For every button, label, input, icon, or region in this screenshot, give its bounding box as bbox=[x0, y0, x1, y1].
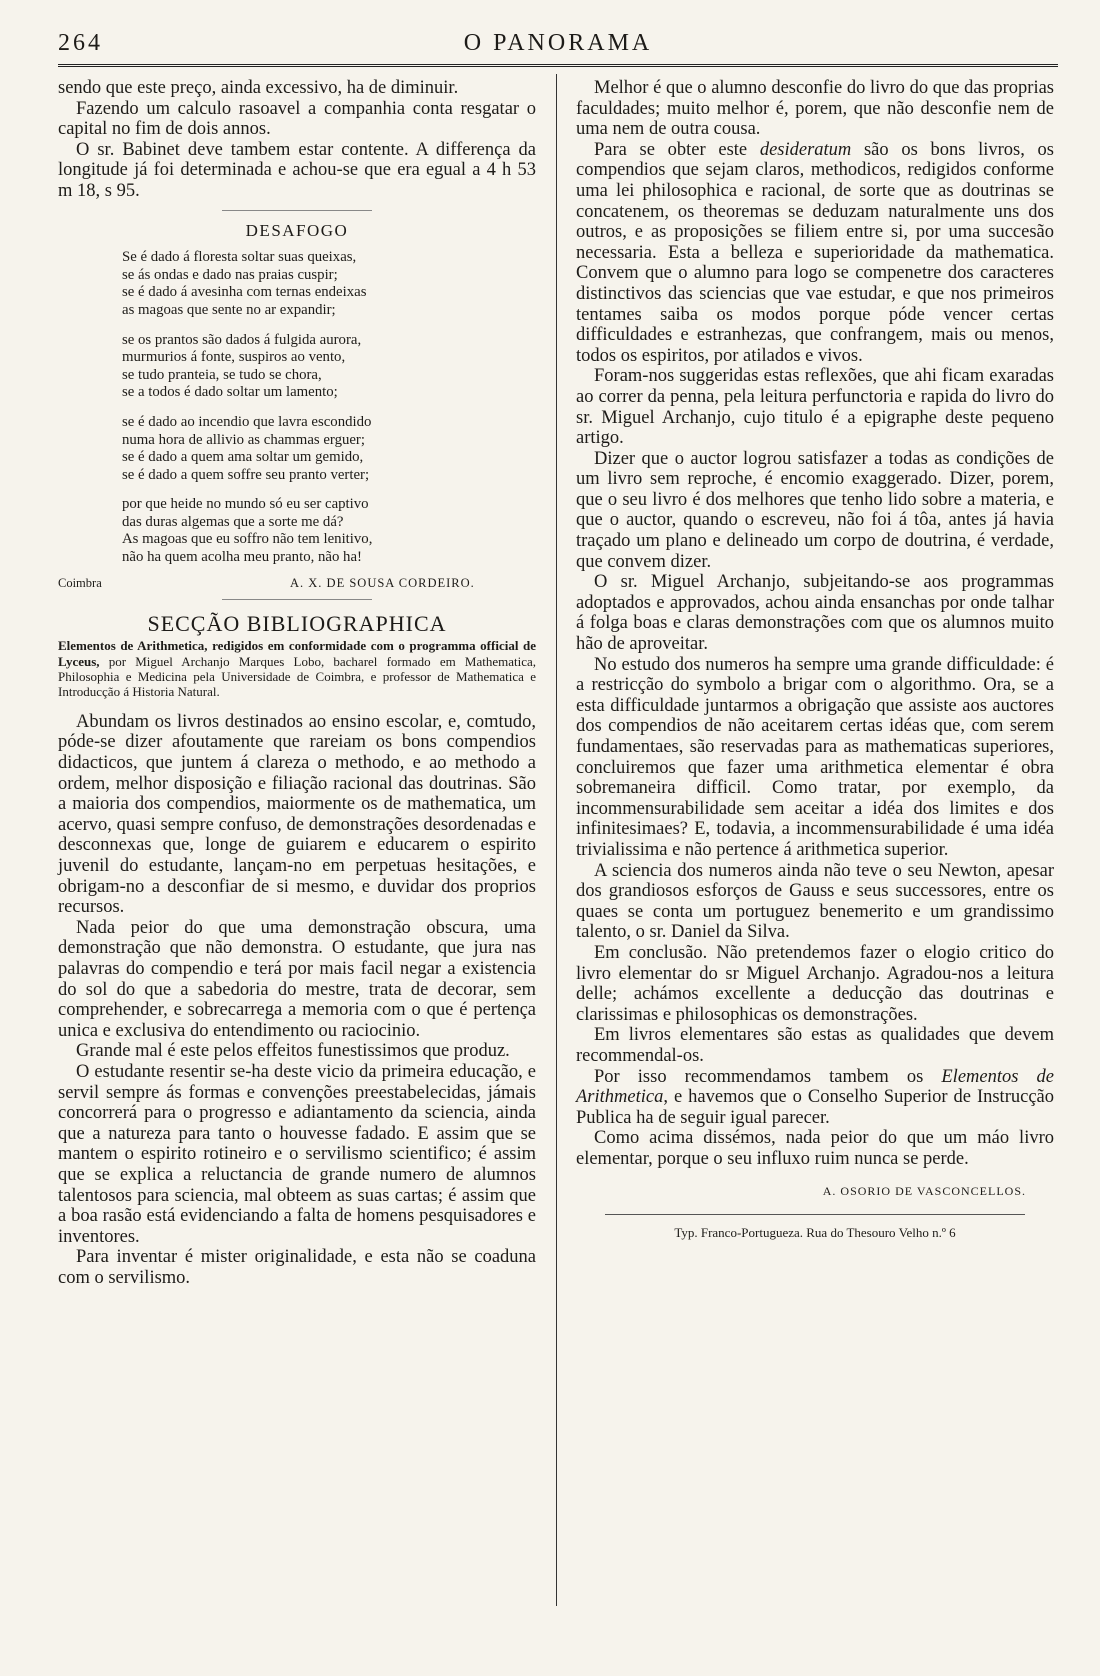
book-title: Elementos de Arithmetica, redigidos em conformidade com o programma official de Lyceus, bbox=[58, 638, 536, 669]
separator-rule bbox=[222, 599, 372, 600]
book-reference bbox=[58, 638, 536, 700]
text-run: Para se obter este bbox=[594, 139, 760, 160]
poem-line: se ás ondas e dado nas praias cuspir; bbox=[122, 266, 338, 283]
article-paragraph: Grande mal é este pelos effeitos funestissimos que produz. bbox=[76, 1041, 510, 1062]
article-paragraph: Para inventar é mister originalidade, e esta não se coaduna com o servilismo. bbox=[58, 1247, 536, 1288]
article-paragraph: Em conclusão. Não pretendemos fazer o elogio critico do livro elementar do sr Miguel Archanjo. Agradou-nos a leitura delle; achámos excellente a deducção das doutrinas e clarissimas e philosophicas os demonstrações. bbox=[576, 942, 1054, 1025]
poem-line: numa hora de allivio as chammas erguer; bbox=[122, 431, 365, 448]
poem-line: As magoas que eu soffro não tem lenitivo, bbox=[122, 531, 373, 548]
column-divider bbox=[556, 74, 557, 1606]
article-paragraph: Em livros elementares são estas as qualidades que devem recommendal-os. bbox=[576, 1025, 1054, 1066]
poem-line: se é dado a quem ama soltar um gemido, bbox=[122, 449, 364, 466]
poem-line: não ha quem acolha meu pranto, não ha! bbox=[122, 549, 362, 566]
article-paragraph: Foram-nos suggeridas estas reflexões, que ahi ficam exaradas ao correr da penna, pela leitura perfunctoria e rapida do livro do sr. Miguel Archanjo, cujo titulo é a epigraphe deste pequeno artigo. bbox=[576, 366, 1054, 449]
section-title: SECÇÃO BIBLIOGRAPHICA bbox=[147, 610, 447, 636]
printer-imprint: Typ. Franco-Portugueza. Rua do Thesouro Velho n.º 6 bbox=[674, 1225, 956, 1241]
poem-stanza bbox=[122, 249, 536, 319]
poem-place: Coimbra bbox=[58, 575, 102, 590]
article-paragraph: O estudante resentir se-ha deste vicio da primeira educação, e servil sempre ás formas e convenções preestabelecidas, jámais concorrerá para o progresso e adiantamento da sciencia, ainda que a natureza para tanto o houvesse fadado. E assim que se mantem o espirito rotineiro e o servilismo scientifico; é assim que se explica a reluctancia de grande numero de alumnos talentosos para sciencia, mal obteem as suas cartas; é assim que a boa rasão está evidenciando a falta de homens pesquisadores e inventores. bbox=[58, 1061, 536, 1247]
poem-line: se os prantos são dados á fulgida aurora, bbox=[122, 331, 362, 348]
poem-line: das duras algemas que a sorte me dá? bbox=[122, 513, 344, 530]
journal-title: O PANORAMA bbox=[463, 30, 653, 56]
intro-paragraph: O sr. Babinet deve tambem estar contente. A differença da longitude já foi determinada e achou-se que era egual a 4 h 53 m 18, s 95. bbox=[58, 139, 536, 201]
separator-rule bbox=[222, 210, 372, 211]
right-column bbox=[576, 78, 1054, 1244]
poem-author: A. X. DE SOUSA CORDEIRO. bbox=[290, 575, 475, 590]
article-paragraph: Nada peior do que uma demonstração obscura, uma demonstração que não demonstra. O estudante, que jura nas palavras do compendio e terá por mais facil negar a existencia do sol do que a sabedoria do mestre, trata de decorar, sem comprehender, e sobrecarrega a memoria com o que é pertença unica e exclusiva do entendimento ou raciocinio. bbox=[58, 917, 536, 1041]
article-paragraph: Dizer que o auctor logrou satisfazer a todas as condições de um livro sem reproche, é encomio exaggerado. Dizer, porem, que o seu livro é dos melhores que tenho lido sobre a materia, e que o auctor, quando o escreveu, não foi á tôa, antes já havia traçado um plano e delineado um corpo de doutrina, é verdade, que convem dizer. bbox=[576, 448, 1054, 572]
text-run: são os bons livros, os compendios que sejam claros, methodicos, redigidos conforme uma lei philosophica e racional, de sorte que as doutrinas se concatenem, os theoremas se deduzam naturalmente uns dos outros, e as proposições se filiem entre si, por uma succesão necessaria. Esta a belleza e superioridade da mathematica. Convem que o alumno para logo se compenetre dos caracteres distinctivos das sciencias que vae estudar, e que nos primeiros tentames saiba os modos porque póde vencer certas difficuldades e estranhezas, que confrangem, mais ou menos, todos os espiritos, por atilados e vivos. bbox=[576, 139, 1054, 366]
text-run: , e havemos que o Conselho Superior de Instrucção Publica ha de seguir igual parecer. bbox=[576, 1087, 1054, 1128]
poem-line: Se é dado á floresta soltar suas queixas, bbox=[122, 249, 357, 266]
page-header bbox=[58, 28, 1058, 64]
page-number: 264 bbox=[58, 30, 103, 56]
poem-line: as magoas que sente no ar expandir; bbox=[122, 301, 336, 318]
poem-line: se tudo pranteia, se tudo se chora, bbox=[122, 366, 322, 383]
poem-line: se a todos é dado soltar um lamento; bbox=[122, 384, 338, 401]
poem-line: se é dado a quem soffre seu pranto verter; bbox=[122, 466, 370, 483]
article-paragraph: No estudo dos numeros ha sempre uma grande difficuldade: é a restricção do symbolo a brigar com o algorithmo. Ora, se a esta difficuldade juntarmos a obrigação que assiste aos auctores dos compendios de não aceitarem certas idéas que, com serem fundamentaes, são reservadas para as mathematicas superiores, concluiremos que fazer uma arithmetica elementar é obra sobremaneira difficil. Como tratar, por exemplo, da incommensurabilidade sem aceitar a idéa dos limites e dos infinitesimaes? E, todavia, a incommensurabilidade é uma idéa trivialissima e não pertence á arithmetica superior. bbox=[576, 654, 1054, 860]
poem-line: se é dado ao incendio que lavra escondido bbox=[122, 413, 372, 430]
poem-stanza bbox=[122, 332, 536, 402]
article-paragraph: Como acima dissémos, nada peior do que um máo livro elementar, porque o seu influxo ruim nunca se perde. bbox=[576, 1128, 1054, 1169]
poem-signature bbox=[58, 573, 536, 591]
poem-stanza bbox=[122, 414, 536, 484]
imprint-rule bbox=[605, 1214, 1025, 1215]
poem-title: DESAFOGO bbox=[245, 220, 349, 240]
article-paragraph: O sr. Miguel Archanjo, subjeitando-se aos programmas adoptados e approvados, achou ainda ensanchas por onde talhar á folga boas e claras demonstrações com que os alumnos muito hão de aproveitar. bbox=[576, 572, 1054, 655]
intro-paragraph: sendo que este preço, ainda excessivo, ha de diminuir. bbox=[58, 78, 459, 98]
poem-stanza bbox=[122, 496, 536, 566]
poem bbox=[58, 249, 536, 567]
text-run: Por isso recommendamos tambem os bbox=[594, 1066, 942, 1087]
poem-line: se é dado á avesinha com ternas endeixas bbox=[122, 284, 367, 301]
header-rule bbox=[58, 64, 1058, 67]
italic-term: desideratum bbox=[759, 139, 852, 160]
intro-paragraph: Fazendo um calculo rasoavel a companhia conta resgatar o capital no fim de dois annos. bbox=[58, 98, 536, 140]
poem-line: por que heide no mundo só eu ser captivo bbox=[122, 496, 369, 513]
article-paragraph: Melhor é que o alumno desconfie do livro do que das proprias faculdades; muito melhor é, porem, que não desconfie nem de uma nem de outra cousa. bbox=[576, 78, 1054, 140]
book-author-details: por Miguel Archanjo Marques Lobo, bacharel formado em Mathematica, Philosophia e Medicina pela Universidade de Coimbra, e professor de Mathematica e Introducção á Historia Natural. bbox=[58, 653, 536, 700]
article-paragraph: Abundam os livros destinados ao ensino escolar, e, comtudo, póde-se dizer afoutamente que rareiam os bons compendios didacticos, que juntem á clareza o methodo, e ao methodo a ordem, melhor disposição e filiação racional das doutrinas. São a maioria dos compendios, maiormente os de mathematica, um acervo, quasi sempre confuso, de demonstrações desordenadas e desconnexas que, longe de guiarem e educarem o espirito juvenil do estudante, lançam-no em perpetuas hesitações, e obrigam-no a desconfiar de si mesmo, e duvidar dos proprios recursos. bbox=[58, 711, 536, 918]
italic-book-title: Elementos de Arithmetica bbox=[576, 1066, 1054, 1108]
article-paragraph bbox=[576, 1067, 1054, 1129]
poem-line: murmurios á fonte, suspiros ao vento, bbox=[122, 349, 346, 366]
article-signature: A. OSORIO DE VASCONCELLOS. bbox=[822, 1184, 1026, 1199]
article-paragraph: A sciencia dos numeros ainda não teve o seu Newton, apesar dos grandiosos esforços de Gauss e seus successores, entre os quaes se conta um portuguez benemerito e um grandissimo talento, o sr. Daniel da Silva. bbox=[576, 860, 1054, 943]
article-paragraph bbox=[576, 140, 1054, 367]
left-column bbox=[58, 78, 536, 1289]
